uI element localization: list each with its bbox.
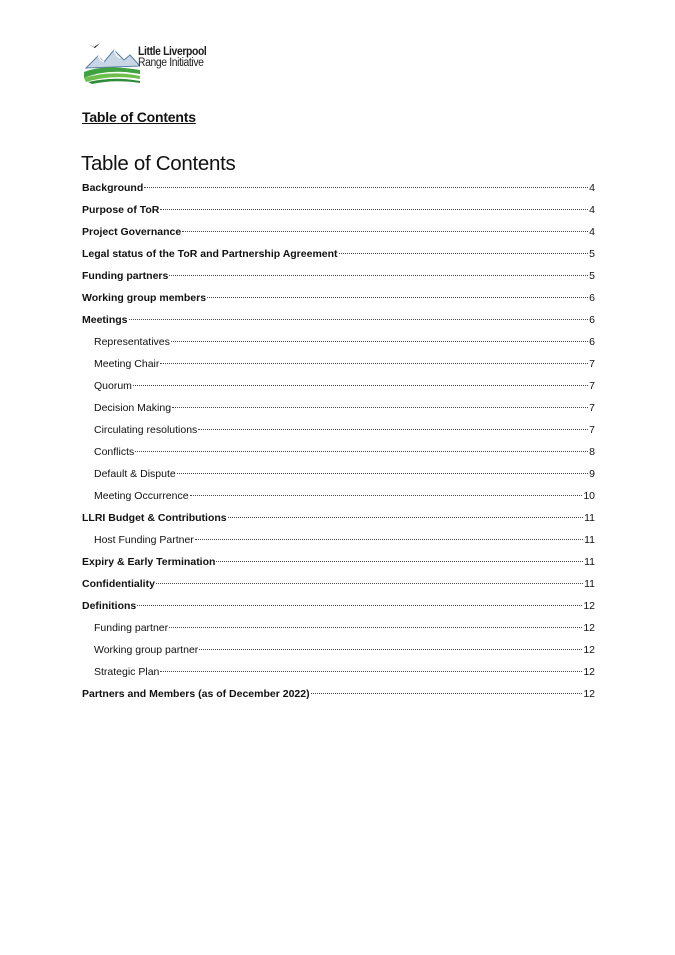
toc-entry-background[interactable]: [82, 179, 595, 201]
toc-label: Working group partner: [94, 644, 199, 656]
toc-label: Host Funding Partner: [94, 534, 194, 546]
toc-label: Meetings: [82, 314, 128, 326]
toc-entry-default-dispute[interactable]: [82, 465, 595, 487]
dot-leader: [228, 517, 583, 518]
dot-leader: [169, 627, 582, 628]
toc-label: Confidentiality: [82, 578, 155, 590]
section-heading: Table of Contents: [82, 109, 196, 125]
toc-label: Legal status of the ToR and Partnership Agreement: [82, 248, 338, 260]
dot-leader: [311, 693, 583, 694]
toc-page-number: 7: [589, 380, 595, 392]
dot-leader: [160, 209, 588, 210]
toc-label: Quorum: [94, 380, 132, 392]
toc-label: Default & Dispute: [94, 468, 176, 480]
toc-entry-purpose-of-tor[interactable]: [82, 201, 595, 223]
dot-leader: [144, 187, 588, 188]
toc-label: Definitions: [82, 600, 137, 612]
toc-entry-llri-budget[interactable]: [82, 509, 595, 531]
toc-entry-funding-partners[interactable]: [82, 267, 595, 289]
toc-page-number: 4: [589, 182, 595, 194]
toc-entry-partners-members[interactable]: [82, 685, 595, 707]
toc-page-number: 11: [584, 512, 595, 524]
dot-leader: [133, 385, 588, 386]
toc-page-number: 12: [583, 688, 595, 700]
dot-leader: [339, 253, 589, 254]
toc-entry-decision-making[interactable]: [82, 399, 595, 421]
toc-label: Strategic Plan: [94, 666, 160, 678]
toc-entry-definitions[interactable]: [82, 597, 595, 619]
logo-line-1: Little Liverpool: [138, 46, 207, 58]
toc-entry-legal-status[interactable]: [82, 245, 595, 267]
toc-label: Meeting Chair: [94, 358, 160, 370]
toc-page-number: 8: [589, 446, 595, 458]
dot-leader: [156, 583, 583, 584]
toc-label: Purpose of ToR: [82, 204, 160, 216]
toc-label: Funding partners: [82, 270, 169, 282]
toc-page-number: 4: [589, 226, 595, 238]
toc-entry-project-governance[interactable]: [82, 223, 595, 245]
toc-page-number: 12: [583, 644, 595, 656]
toc-entry-meeting-occurrence[interactable]: [82, 487, 595, 509]
dot-leader: [195, 539, 583, 540]
dot-leader: [160, 363, 588, 364]
toc-page-number: 5: [589, 270, 595, 282]
dot-leader: [137, 605, 582, 606]
toc-page-number: 11: [584, 578, 595, 590]
toc-label: Decision Making: [94, 402, 172, 414]
toc-label: LLRI Budget & Contributions: [82, 512, 227, 524]
toc-page-number: 9: [589, 468, 595, 480]
dot-leader: [190, 495, 583, 496]
dot-leader: [177, 473, 588, 474]
dot-leader: [172, 407, 588, 408]
toc-label: Funding partner: [94, 622, 169, 634]
toc-page-number: 7: [589, 402, 595, 414]
dot-leader: [198, 429, 588, 430]
dot-leader: [199, 649, 582, 650]
dot-leader: [160, 671, 582, 672]
toc-entry-working-group-members[interactable]: [82, 289, 595, 311]
toc-page-number: 7: [589, 424, 595, 436]
toc-page-number: 11: [584, 556, 595, 568]
bird-icon: [88, 43, 100, 48]
logo-line-2: Range Initiative: [138, 57, 204, 69]
toc-entry-host-funding-partner[interactable]: [82, 531, 595, 553]
dot-leader: [129, 319, 589, 320]
toc-label: Background: [82, 182, 144, 194]
toc-entry-representatives[interactable]: [82, 333, 595, 355]
toc-entry-confidentiality[interactable]: [82, 575, 595, 597]
toc-entry-conflicts[interactable]: [82, 443, 595, 465]
toc-entry-quorum[interactable]: [82, 377, 595, 399]
toc-entry-meeting-chair[interactable]: [82, 355, 595, 377]
toc-page-number: 6: [589, 336, 595, 348]
dot-leader: [135, 451, 588, 452]
toc-entry-meetings[interactable]: [82, 311, 595, 333]
dot-leader: [182, 231, 588, 232]
toc-page-number: 12: [583, 622, 595, 634]
dot-leader: [207, 297, 588, 298]
dot-leader: [169, 275, 588, 276]
organization-logo: [84, 38, 224, 84]
toc-label: Conflicts: [94, 446, 135, 458]
toc-page-number: 4: [589, 204, 595, 216]
toc-label: Circulating resolutions: [94, 424, 198, 436]
dot-leader: [171, 341, 588, 342]
toc-page-number: 10: [583, 490, 595, 502]
toc-entry-strategic-plan[interactable]: [82, 663, 595, 685]
toc-page-number: 6: [589, 292, 595, 304]
toc-label: Representatives: [94, 336, 170, 348]
toc-page-number: 12: [583, 600, 595, 612]
mountain-landscape-icon: [84, 38, 140, 84]
toc-title: Table of Contents: [81, 152, 236, 175]
toc-label: Project Governance: [82, 226, 182, 238]
toc-label: Partners and Members (as of December 2022): [82, 688, 310, 700]
toc-page-number: 11: [584, 534, 595, 546]
toc-label: Expiry & Early Termination: [82, 556, 216, 568]
toc-entry-funding-partner[interactable]: [82, 619, 595, 641]
toc-label: Meeting Occurrence: [94, 490, 189, 502]
toc-label: Working group members: [82, 292, 207, 304]
toc-page-number: 12: [583, 666, 595, 678]
table-of-contents: [82, 179, 595, 707]
toc-entry-expiry-termination[interactable]: [82, 553, 595, 575]
toc-page-number: 6: [589, 314, 595, 326]
toc-entry-working-group-partner[interactable]: [82, 641, 595, 663]
toc-entry-circulating-resolutions[interactable]: [82, 421, 595, 443]
dot-leader: [216, 561, 583, 562]
toc-page-number: 5: [589, 248, 595, 260]
toc-page-number: 7: [589, 358, 595, 370]
